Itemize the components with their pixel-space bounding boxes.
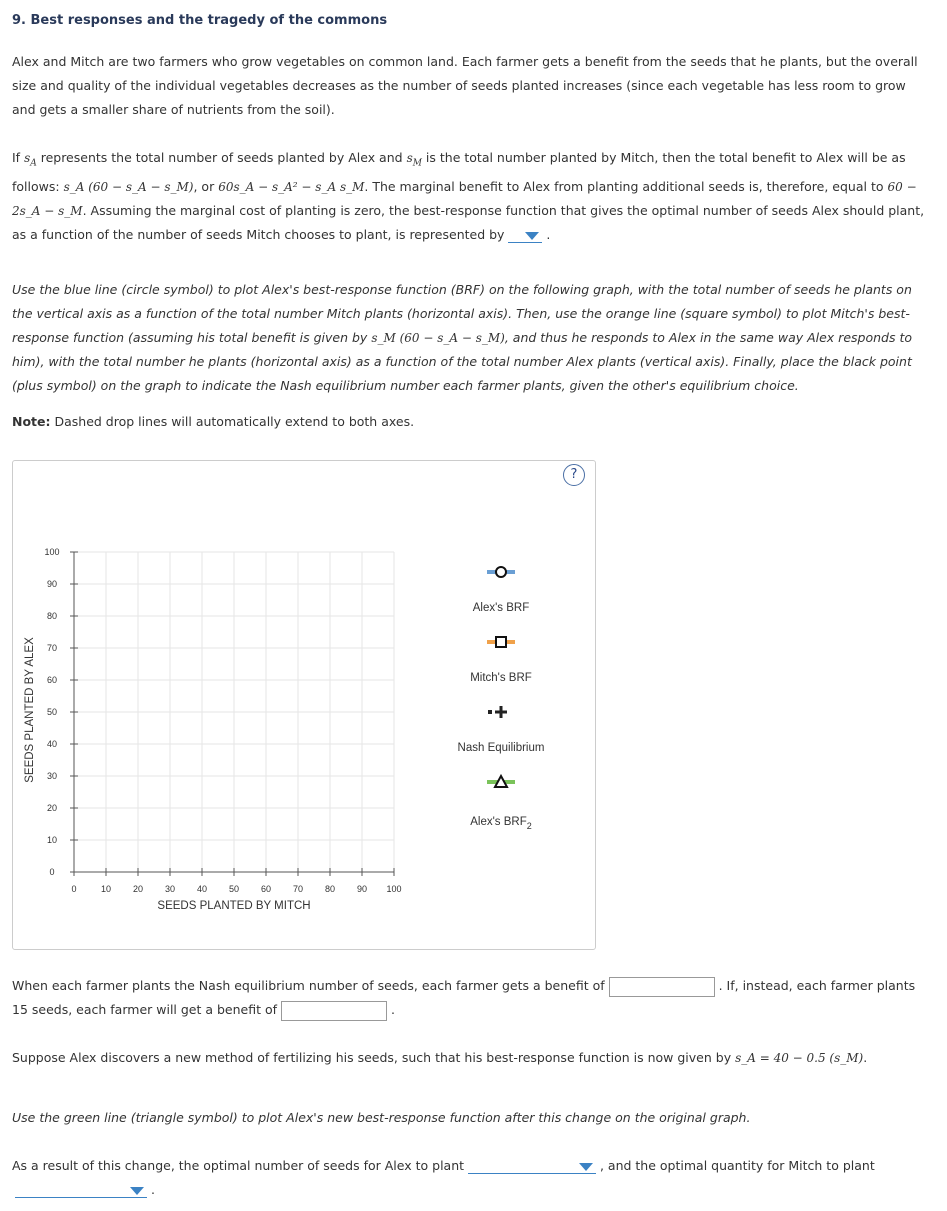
note: Note: Dashed drop lines will automatically extend to both axes.	[12, 414, 415, 429]
y-tick-label: 60	[46, 675, 58, 685]
benefit-paragraph: If $s_A$ represents the total number of seeds planted by Alex and $s_M$ is the total number planted by Mitch, then the total benefit to Alex will be as follows: s_A (60 − s_A − s_M), or 60s_A − s_A² − s_A s_M. The marginal benefit to Alex from planting additional seeds is, therefore, equal to 60 − 2s_A − s_M. Assuming the marginal cost of planting is zero, the best-response function that gives the optimal number of seeds Alex should plant, as a function of the number of seeds Mitch chooses to plant, is represented by .	[12, 150, 925, 243]
x-tick-label: 30	[164, 884, 176, 894]
alex-result-dropdown[interactable]	[468, 1160, 596, 1174]
new-brf-formula: s_A = 40 − 0.5 (s_M)	[735, 1051, 864, 1065]
graph-panel	[12, 460, 596, 950]
y-tick-label: 90	[46, 579, 58, 589]
chevron-down-icon	[579, 1163, 593, 1171]
y-tick-label: 80	[46, 611, 58, 621]
x-tick-label: 100	[386, 884, 402, 894]
y-tick-label: 0	[49, 867, 55, 877]
x-tick-label: 50	[228, 884, 240, 894]
nash-benefit-input[interactable]	[609, 977, 715, 997]
suppose-paragraph: Suppose Alex discovers a new method of fertilizing his seeds, such that his best-response function is now given by s_A = 40 − 0.5 (s_M).	[12, 1050, 868, 1065]
legend-label: Nash Equilibrium	[457, 742, 545, 754]
x-tick-label: 80	[324, 884, 336, 894]
benefit-question: When each farmer plants the Nash equilibrium number of seeds, each farmer gets a benefit of . If, instead, each farmer plants 15 seeds, each farmer will get a benefit of .	[12, 974, 932, 1022]
legend-label: Alex's BRF	[472, 602, 530, 614]
x-tick-label: 20	[132, 884, 144, 894]
graph-instructions: Use the blue line (circle symbol) to plot Alex's best-response function (BRF) on the following graph, with the total number of seeds he plants on the vertical axis as a function of the total number Mitch plants (horizontal axis). Then, use the orange line (square symbol) to plot Mitch's best-response function (assuming his total benefit is given by s_M (60 − s_A − s_M), and thus he responds to Alex in the same way Alex responds to him), with the total number he plants (horizontal axis) as a function of the total number Alex plants (vertical axis). Finally, place the black point (plus symbol) on the graph to indicate the Nash equilibrium number each farmer plants, given the other's equilibrium choice.	[12, 282, 912, 393]
x-tick-label: 70	[292, 884, 304, 894]
y-axis-label: SEEDS PLANTED BY ALEX	[24, 637, 36, 783]
green-line-instructions: Use the green line (triangle symbol) to plot Alex's new best-response function after this change on the original graph.	[12, 1110, 751, 1125]
legend-label-subscript: 2	[526, 821, 532, 831]
x-tick-label: 0	[71, 884, 77, 894]
y-tick-label: 30	[46, 771, 58, 781]
chevron-down-icon	[130, 1187, 144, 1195]
legend-label: Alex's $BRF_2$	[470, 816, 532, 831]
fifteen-seeds-benefit-input[interactable]	[281, 1001, 387, 1021]
x-tick-label: 60	[260, 884, 272, 894]
alex-benefit-formula: s_A (60 − s_A − s_M)	[63, 180, 194, 195]
y-tick-label: 100	[44, 547, 60, 557]
page-title: 9. Best responses and the tragedy of the commons	[12, 13, 388, 28]
x-tick-label: 10	[100, 884, 112, 894]
legend-label: Mitch's BRF	[470, 672, 532, 684]
x-tick-label: 90	[356, 884, 368, 894]
y-tick-label: 70	[46, 643, 58, 653]
x-axis-label: SEEDS PLANTED BY MITCH	[157, 900, 311, 912]
alex-benefit-expanded: 60s_A − s_A² − s_A s_M	[218, 180, 365, 195]
y-tick-label: 20	[46, 803, 58, 813]
chevron-down-icon	[525, 232, 539, 240]
mitch-result-dropdown[interactable]	[15, 1184, 147, 1198]
y-tick-label: 10	[46, 835, 58, 845]
marginal-benefit-formula: 60 − 2s_A − s_M	[12, 180, 917, 219]
y-tick-label: 50	[46, 707, 58, 717]
intro-paragraph: Alex and Mitch are two farmers who grow vegetables on common land. Each farmer gets a benefit from the seeds that he plants, but the overall size and quality of the individual vegetables decreases as the number of seeds planted increases (since each vegetable has less room to grow and gets a smaller share of nutrients from the soil).	[12, 54, 918, 117]
x-tick-label: 40	[196, 884, 208, 894]
help-icon[interactable]: ?	[563, 464, 585, 486]
result-question: As a result of this change, the optimal number of seeds for Alex to plant , and the optimal quantity for Mitch to plant .	[12, 1158, 875, 1197]
brf-dropdown[interactable]	[508, 229, 542, 243]
y-tick-label: 40	[46, 739, 58, 749]
mitch-benefit-formula: s_M (60 − s_A − s_M)	[371, 331, 505, 345]
